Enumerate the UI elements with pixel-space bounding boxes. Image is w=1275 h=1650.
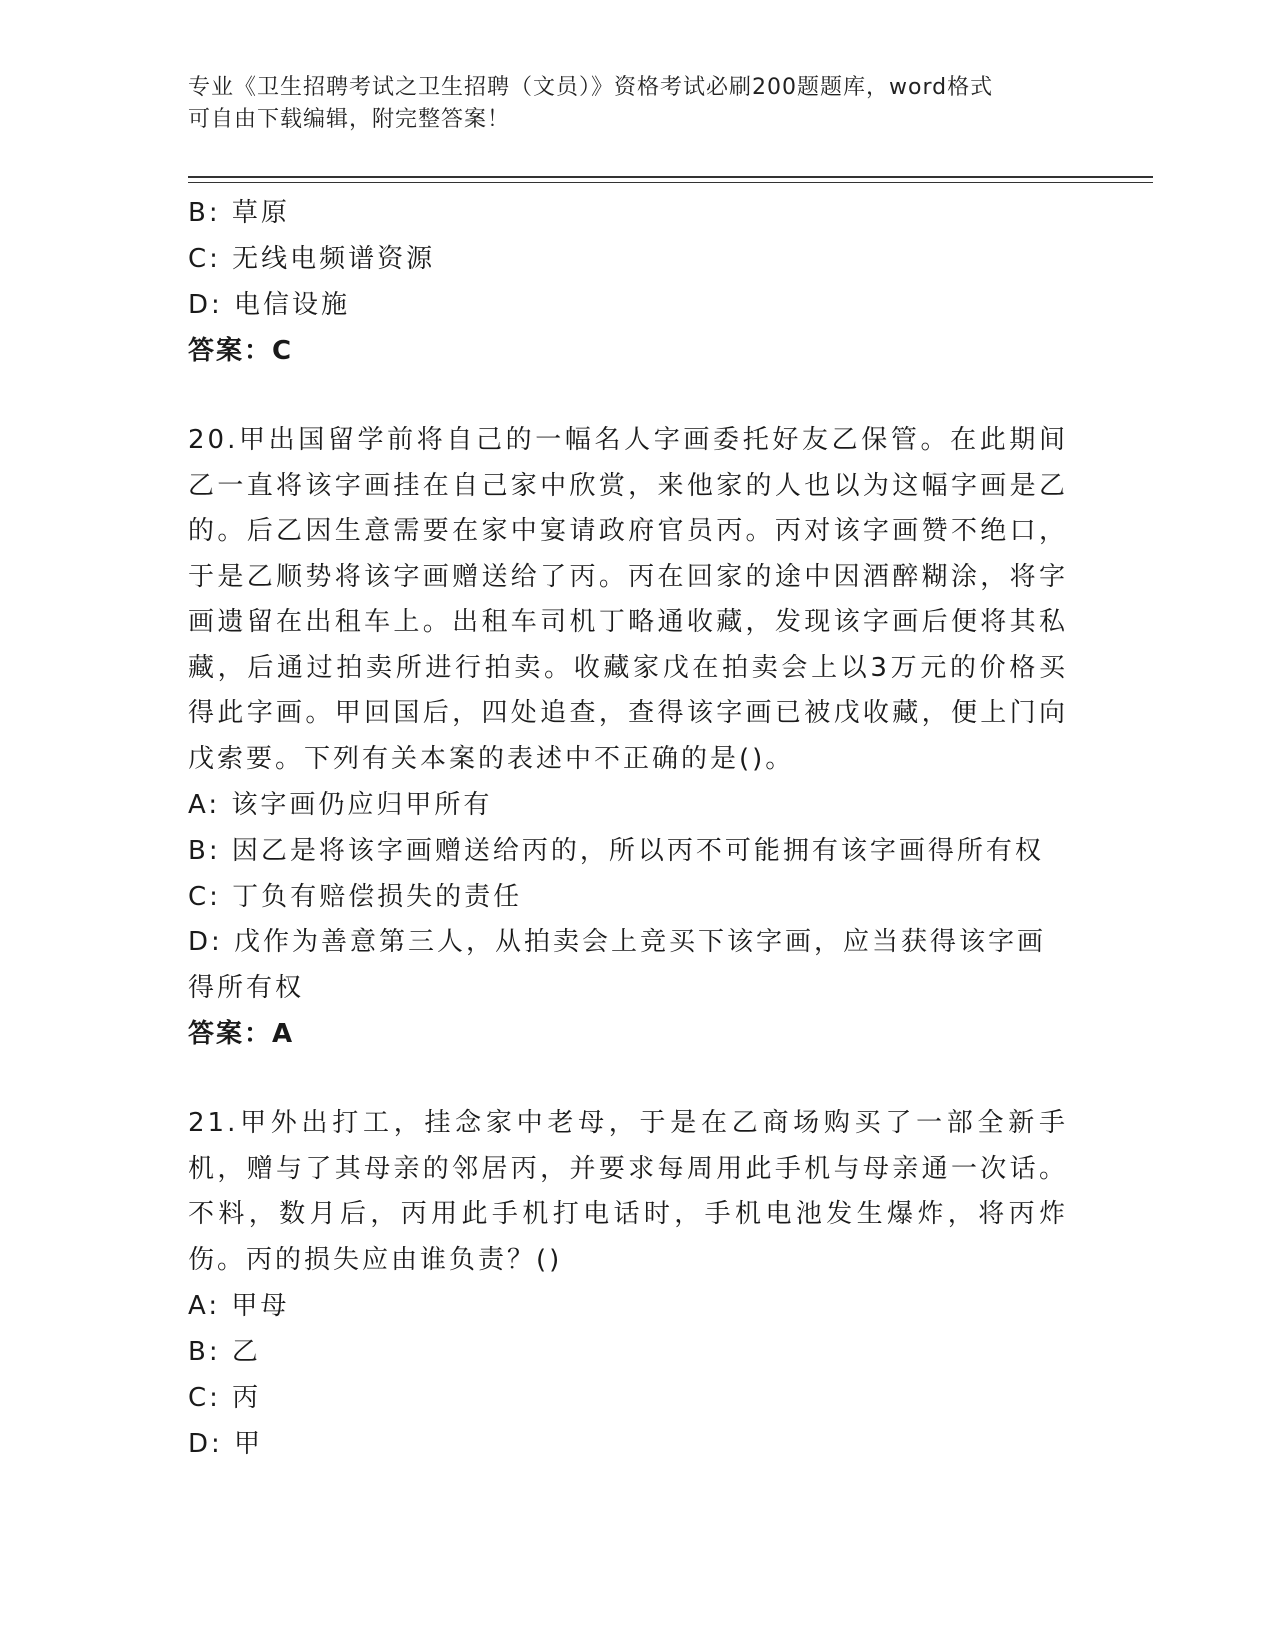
q21-option-b: B: 乙 bbox=[188, 1337, 261, 1367]
q19-option-c: C: 无线电频谱资源 bbox=[188, 244, 436, 274]
question-20 bbox=[188, 418, 1068, 1057]
header-rule-thin bbox=[188, 182, 1153, 183]
q20-option-b: B: 因乙是将该字画赠送给丙的，所以丙不可能拥有该字画得所有权 bbox=[188, 836, 1044, 866]
spacer bbox=[188, 1057, 1068, 1101]
q21-text: 21.甲外出打工，挂念家中老母，于是在乙商场购买了一部全新手机，赠与了其母亲的邻居丙，并要求每周用此手机与母亲通一次话。不料，数月后，丙用此手机打电话时，手机电池发生爆炸，将丙炸伤。丙的损失应由谁负责？() bbox=[188, 1108, 1068, 1275]
q19-option-d: D: 电信设施 bbox=[188, 290, 351, 320]
question-content bbox=[188, 190, 1068, 1467]
q20-option-c: C: 丁负有赔偿损失的责任 bbox=[188, 882, 523, 912]
header-line-1: 专业《卫生招聘考试之卫生招聘（文员）》资格考试必刷200题题库，word格式 bbox=[188, 75, 994, 100]
q20-text: 20.甲出国留学前将自己的一幅名人字画委托好友乙保管。在此期间乙一直将该字画挂在自己家中欣赏，来他家的人也以为这幅字画是乙的。后乙因生意需要在家中宴请政府官员丙。丙对该字画赞不绝口，于是乙顺势将该字画赠送给了丙。丙在回家的途中因酒醉糊涂，将字画遗留在出租车上。出租车司机丁略通收藏，发现该字画后便将其私藏，后通过拍卖所进行拍卖。收藏家戊在拍卖会上以3万元的价格买得此字画。甲回国后，四处追查，查得该字画已被戊收藏，便上门向戊索要。下列有关本案的表述中不正确的是()。 bbox=[188, 425, 1068, 774]
q19-answer: 答案：C bbox=[188, 336, 294, 366]
spacer bbox=[188, 374, 1068, 418]
q20-option-d: D: 戊作为善意第三人，从拍卖会上竞买下该字画，应当获得该字画得所有权 bbox=[188, 927, 1047, 1003]
q21-option-a: A: 甲母 bbox=[188, 1291, 290, 1321]
q21-option-c: C: 丙 bbox=[188, 1383, 262, 1413]
question-19 bbox=[188, 190, 1068, 374]
q19-option-b: B: 草原 bbox=[188, 198, 290, 228]
header-line-2: 可自由下载编辑，附完整答案！ bbox=[188, 107, 511, 132]
q20-answer: 答案：A bbox=[188, 1019, 295, 1049]
header-rule-thick bbox=[188, 176, 1153, 178]
document-header bbox=[188, 72, 1068, 136]
question-21 bbox=[188, 1101, 1068, 1467]
q21-option-d: D: 甲 bbox=[188, 1429, 264, 1459]
q20-option-a: A: 该字画仍应归甲所有 bbox=[188, 790, 493, 820]
